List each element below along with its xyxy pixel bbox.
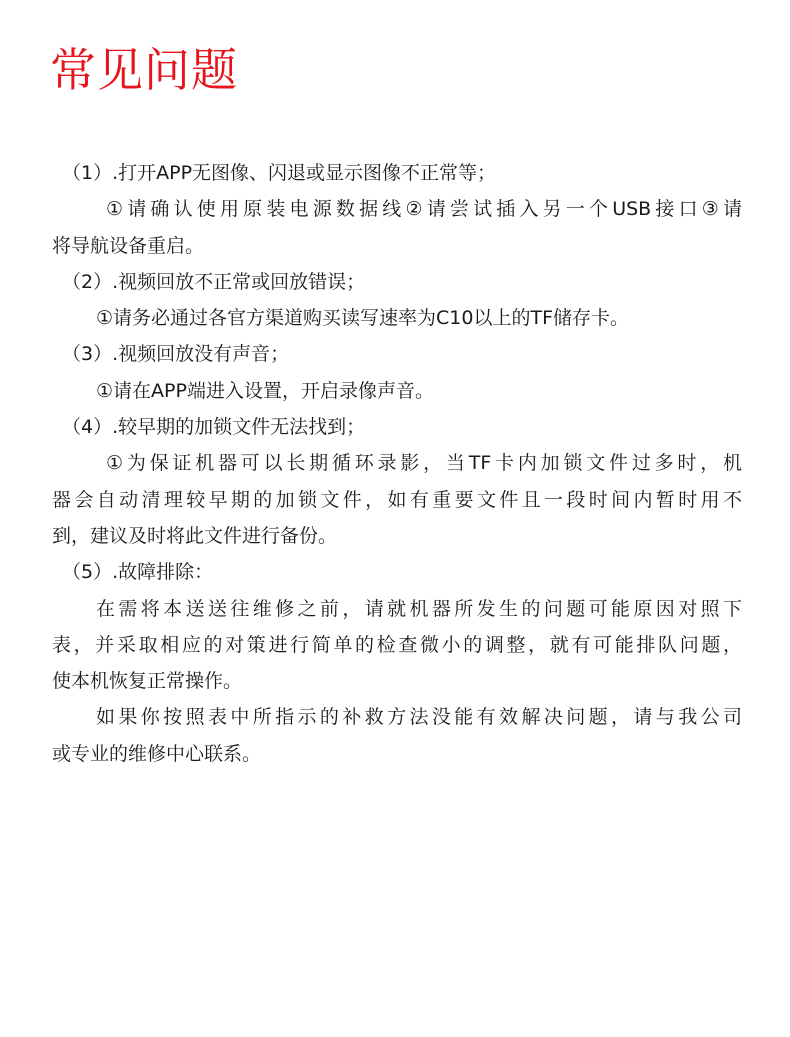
answer-5-para-2-line-1: 如果你按照表中所指示的补救方法没能有效解决问题，请与我公司 [96,706,742,729]
answer-4-line-2: 器会自动清理较早期的加锁文件，如有重要文件且一段时间内暂时用不 [52,488,742,511]
question-1: （1）.打开APP无图像、闪退或显示图像不正常等； [62,162,497,184]
answer-5-para-1-line-1: 在需将本送送往维修之前，请就机器所发生的问题可能原因对照下 [96,597,742,620]
page-title: 常见问题 [50,43,238,97]
question-3: （3）.视频回放没有声音； [62,343,290,366]
answer-4-line-1: ①为保证机器可以长期循环录影，当TF卡内加锁文件过多时，机 [106,452,742,475]
question-5: （5）.故障排除： [62,561,214,584]
answer-4-line-3: 到，建议及时将此文件进行备份。 [52,524,338,547]
answer-1-line-2: 将导航设备重启。 [52,234,205,257]
question-2: （2）.视频回放不正常或回放错误； [62,270,366,293]
answer-2: ①请务必通过各官方渠道购买读写速率为C10以上的TF储存卡。 [96,307,630,330]
question-4: （4）.较早期的加锁文件无法找到； [62,416,366,439]
answer-5-para-2-line-2: 或专业的维修中心联系。 [52,742,262,765]
answer-5-para-1-line-2: 表，并采取相应的对策进行简单的检查微小的调整，就有可能排队问题， [52,633,742,656]
answer-5-para-1-line-3: 使本机恢复正常操作。 [52,670,243,693]
answer-1-line-1: ①请确认使用原装电源数据线②请尝试插入另一个USB接口③请 [106,198,742,221]
faq-content [52,155,742,772]
answer-3: ①请在APP端进入设置，开启录像声音。 [96,379,434,402]
